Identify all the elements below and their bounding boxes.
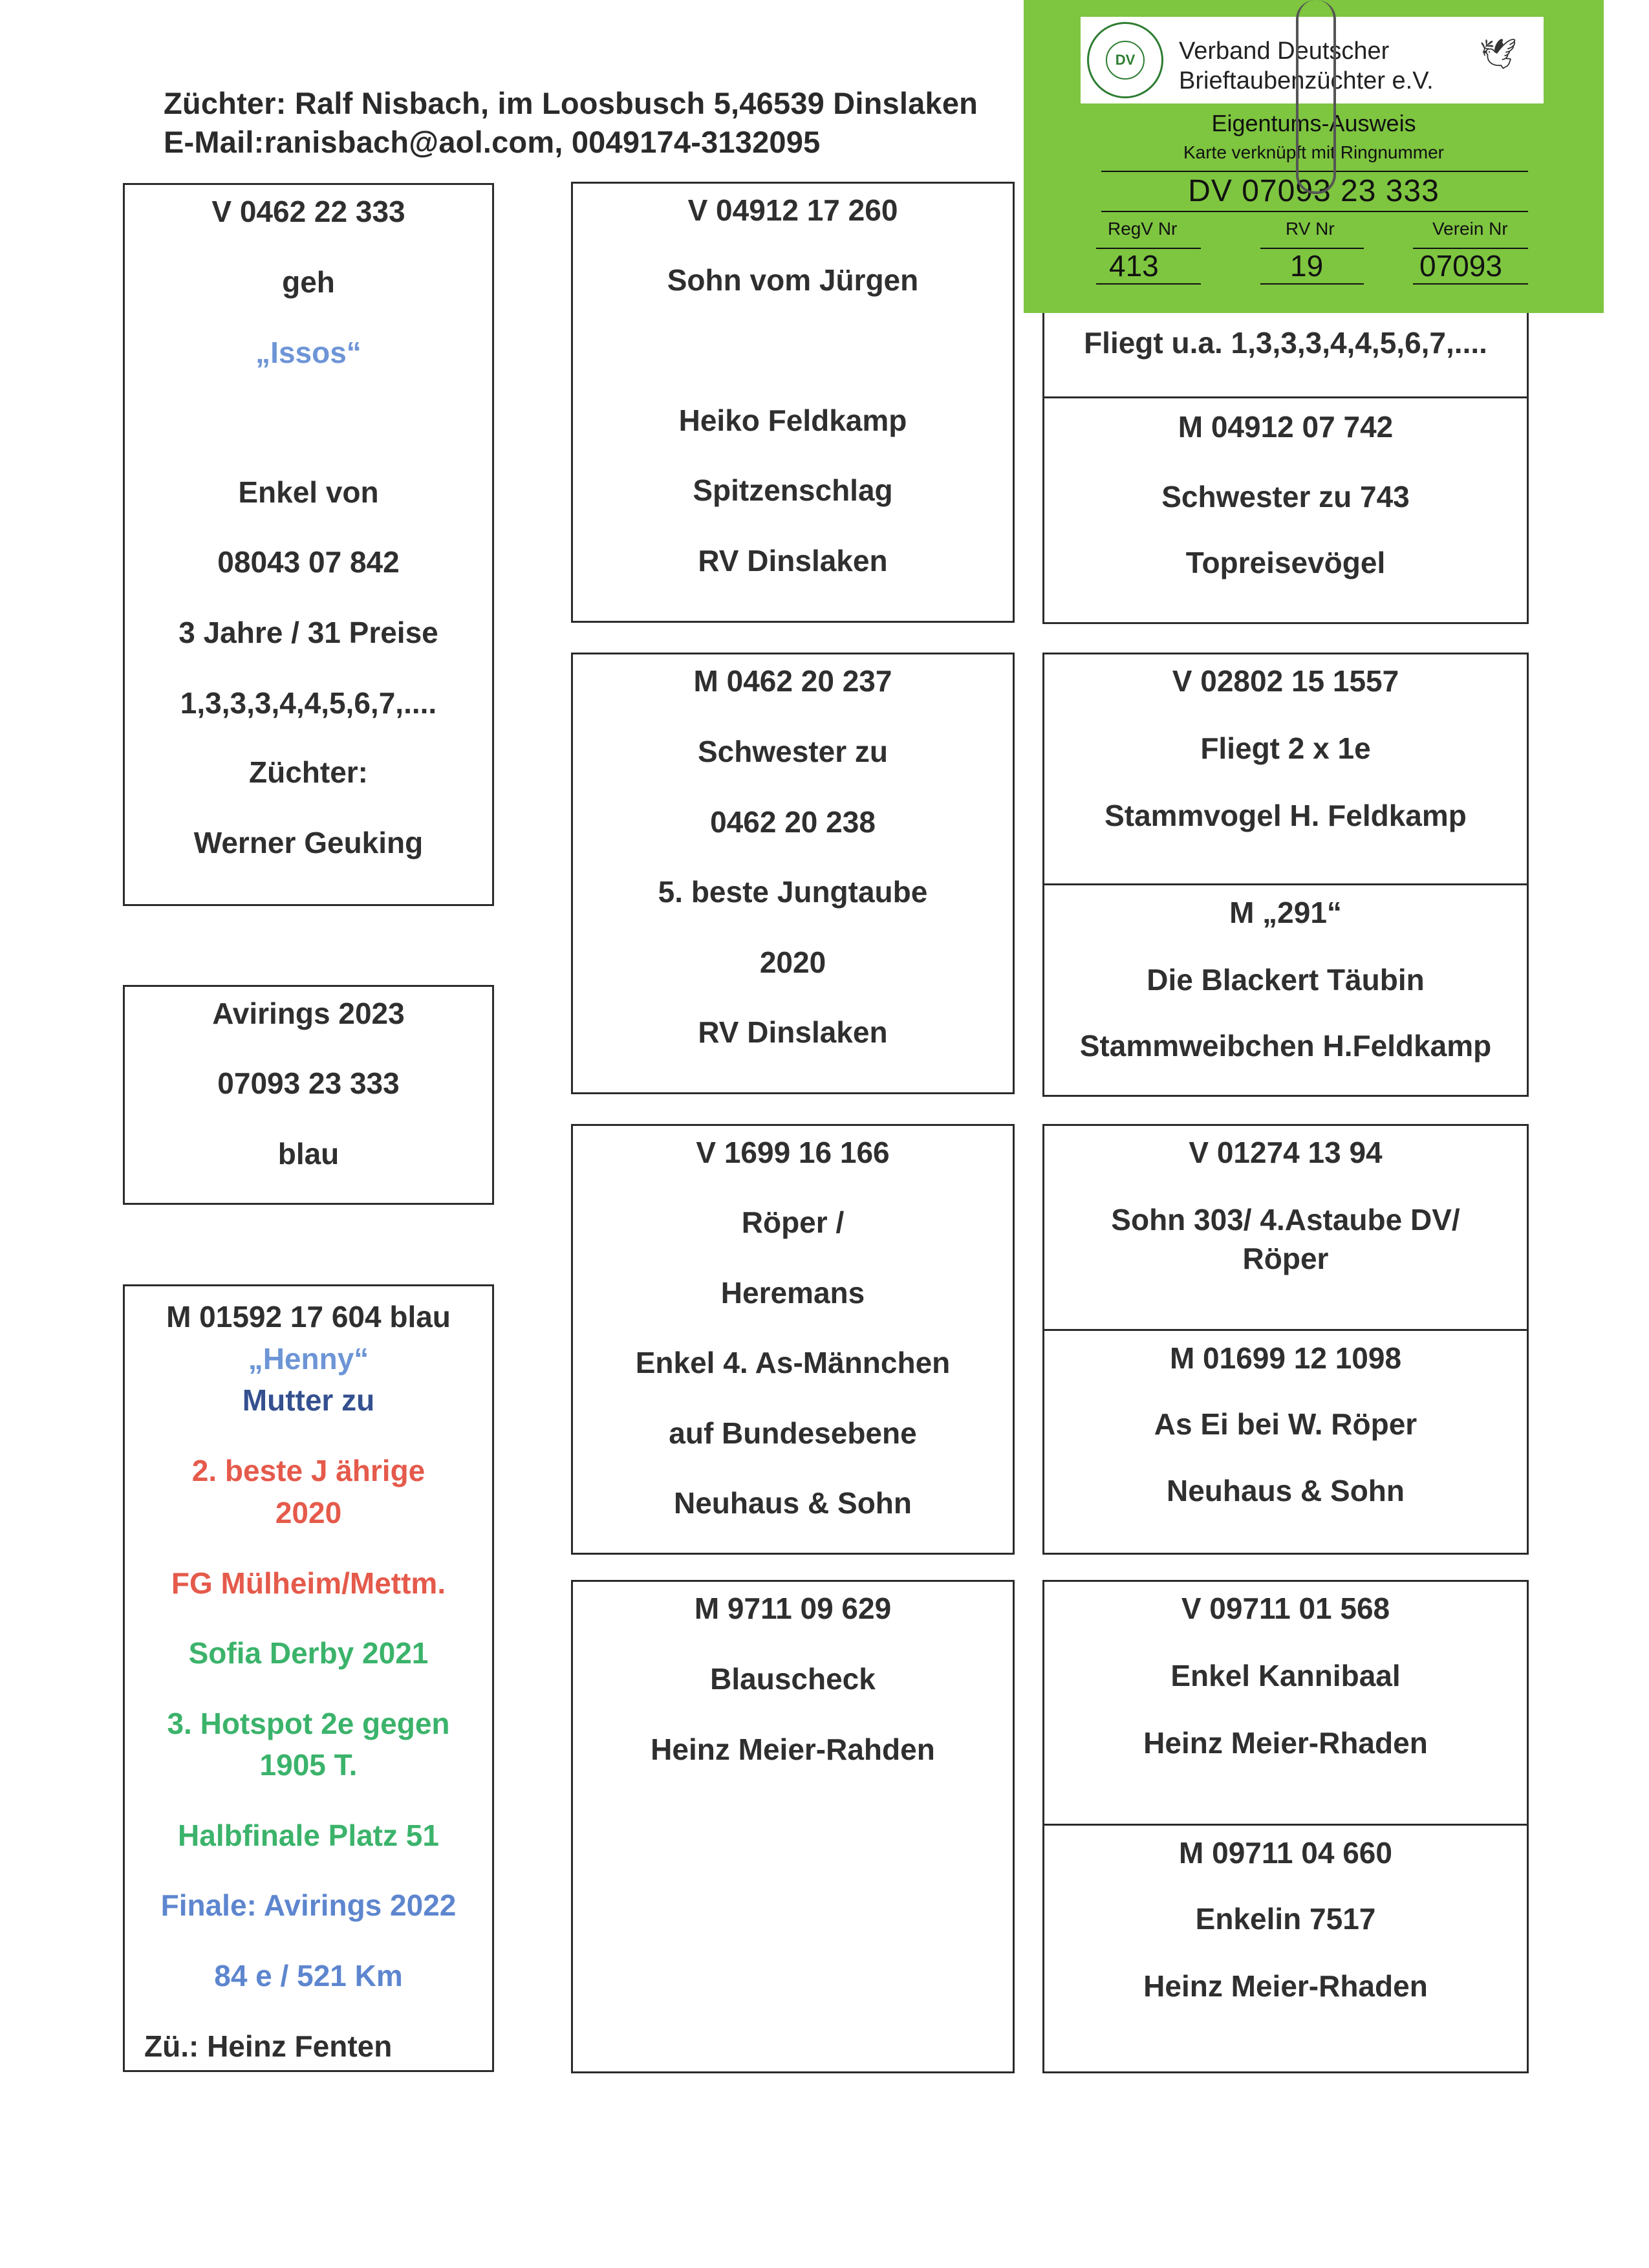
rv-label: RV Nr [1286, 219, 1335, 239]
ancestor-c2-ring: M 01699 12 1098 [1169, 1341, 1402, 1375]
dam-line: 84 e / 521 Km [214, 1959, 403, 1993]
granddam-2-box [571, 1580, 1015, 2073]
dam-ring: M 01592 17 604 blau [166, 1300, 451, 1334]
card-title: Eigentums-Ausweis [1211, 110, 1416, 136]
grandsire-2-line: Heremans [720, 1276, 865, 1310]
ancestor-box-c [1042, 1124, 1529, 1555]
card-subtitle: Karte verknüpft mit Ringnummer [1183, 142, 1445, 162]
grandsire-1-line: RV Dinslaken [698, 544, 888, 578]
ancestor-d1-line: Heinz Meier-Rhaden [1143, 1726, 1428, 1760]
dam-name: „Henny“ [248, 1342, 369, 1376]
ancestor-box-b [1042, 653, 1529, 1097]
sire-line: Werner Geuking [193, 826, 424, 859]
bird-box [123, 985, 494, 1205]
ancestor-d-divider [1044, 1824, 1527, 1826]
ancestor-c1-line: Röper [1242, 1242, 1329, 1275]
granddam-1-line: 5. beste Jungtaube [658, 875, 928, 909]
ancestor-c2-line: Neuhaus & Sohn [1166, 1474, 1405, 1507]
grandsire-1-line: Spitzenschlag [693, 473, 893, 507]
dam-line: Zü.: Heinz Fenten [144, 2029, 393, 2063]
granddam-2-ring: M 9711 09 629 [694, 1592, 892, 1625]
card-rule [1260, 283, 1364, 285]
verein-label: Verein Nr [1432, 219, 1508, 239]
card-org-line1: Verband Deutscher [1179, 38, 1390, 65]
ancestor-c1-ring: V 01274 13 94 [1189, 1136, 1383, 1169]
pigeon-emblem-icon: 🕊 [1479, 37, 1518, 70]
grandsire-1-ring: V 04912 17 260 [687, 193, 898, 227]
granddam-1-line: RV Dinslaken [698, 1015, 888, 1049]
grandsire-2-line: auf Bundesebene [669, 1416, 917, 1450]
grandsire-2-ring: V 1699 16 166 [696, 1136, 890, 1169]
dam-line: 2. beste J ährige [191, 1454, 426, 1487]
granddam-1-box [571, 653, 1015, 1094]
ancestor-b2-line: Die Blackert Täubin [1147, 963, 1425, 997]
ancestor-d2-line: Enkelin 7517 [1195, 1902, 1376, 1936]
logo-text: DV [1106, 41, 1145, 80]
rv-value: 19 [1290, 249, 1324, 283]
ancestor-d2-line: Heinz Meier-Rhaden [1143, 1969, 1428, 2003]
dam-line: FG Mülheim/Mettm. [171, 1566, 446, 1600]
sire-line: 1,3,3,3,4,4,5,6,7,.... [180, 686, 437, 720]
ancestor-a2-ring: M 04912 07 742 [1178, 410, 1394, 444]
breeder-contact: E-Mail:ranisbach@aol.com, 0049174-3132095 [164, 125, 821, 159]
card-rule [1096, 283, 1201, 285]
dam-line: 1905 T. [259, 1748, 358, 1782]
ancestor-a2-line: Schwester zu 743 [1161, 480, 1410, 513]
dam-box [123, 1284, 494, 2072]
sire-line: 3 Jahre / 31 Preise [178, 616, 438, 649]
granddam-1-line: 2020 [759, 945, 826, 979]
dam-line: Mutter zu [242, 1383, 375, 1417]
ancestor-b1-line: Stammvogel H. Feldkamp [1105, 799, 1467, 832]
ancestor-b-divider [1044, 883, 1527, 885]
bird-color: blau [277, 1137, 339, 1171]
card-rule [1101, 211, 1528, 212]
sire-name: „Issos“ [255, 336, 361, 369]
ancestor-box-a [1042, 285, 1529, 624]
ancestor-c-divider [1044, 1329, 1527, 1331]
ancestor-a2-line: Topreisevögel [1185, 546, 1386, 579]
ancestor-b1-line: Fliegt 2 x 1e [1200, 731, 1371, 765]
breeder-address: Züchter: Ralf Nisbach, im Loosbusch 5,46539 Dinslaken [164, 86, 978, 120]
card-ring-number: DV 07093 23 333 [1188, 174, 1439, 208]
bird-ring: 07093 23 333 [217, 1066, 400, 1100]
granddam-2-line: Blauscheck [710, 1662, 876, 1696]
ancestor-d1-line: Enkel Kannibaal [1170, 1659, 1401, 1692]
ancestor-c1-line: Sohn 303/ 4.Astaube DV/ [1111, 1203, 1460, 1237]
granddam-2-line: Heinz Meier-Rahden [651, 1733, 935, 1766]
dam-line: 3. Hotspot 2e gegen [167, 1707, 450, 1740]
ancestor-d1-ring: V 09711 01 568 [1181, 1592, 1390, 1625]
ancestor-b2-ring: M „291“ [1229, 896, 1342, 929]
regv-label: RegV Nr [1108, 219, 1178, 239]
sire-ring: V 0462 22 333 [211, 195, 405, 228]
grandsire-1-box [571, 182, 1015, 623]
ancestor-d2-ring: M 09711 04 660 [1179, 1836, 1392, 1870]
dam-line: Halbfinale Platz 51 [178, 1819, 439, 1852]
ancestor-box-d [1042, 1580, 1529, 2073]
dam-line: Sofia Derby 2021 [188, 1636, 429, 1670]
sire-line: 08043 07 842 [217, 545, 400, 579]
granddam-1-line: 0462 20 238 [710, 805, 876, 839]
ancestor-a-divider [1044, 396, 1527, 398]
sire-box [123, 183, 494, 906]
dam-line: Finale: Avirings 2022 [160, 1888, 457, 1922]
grandsire-1-line: Sohn vom Jürgen [667, 263, 919, 297]
verein-value: 07093 [1419, 249, 1502, 283]
association-logo-icon [1087, 22, 1163, 98]
ancestor-b2-line: Stammweibchen H.Feldkamp [1079, 1029, 1492, 1063]
grandsire-2-line: Neuhaus & Sohn [673, 1486, 912, 1520]
ancestor-c2-line: As Ei bei W. Röper [1154, 1407, 1417, 1441]
card-org-line2: Brieftaubenzüchter e.V. [1179, 67, 1434, 94]
paper-clip-icon [1296, 0, 1336, 194]
sire-color: geh [282, 265, 335, 299]
bird-event: Avirings 2023 [212, 997, 405, 1030]
sire-line: Züchter: [249, 755, 368, 789]
granddam-1-ring: M 0462 20 237 [693, 664, 892, 698]
dam-line: 2020 [275, 1496, 342, 1529]
ancestor-b1-ring: V 02802 15 1557 [1172, 664, 1399, 698]
ancestor-a1-line: Fliegt u.a. 1,3,3,3,4,4,5,6,7,.... [1084, 326, 1487, 360]
grandsire-2-line: Enkel 4. As-Männchen [635, 1346, 951, 1379]
grandsire-2-box [571, 1124, 1015, 1555]
card-rule [1413, 283, 1528, 285]
sire-line: Enkel von [238, 475, 379, 509]
grandsire-1-line: Heiko Feldkamp [678, 404, 907, 437]
regv-value: 413 [1109, 249, 1159, 283]
grandsire-2-line: Röper / [741, 1205, 845, 1239]
granddam-1-line: Schwester zu [698, 735, 888, 768]
